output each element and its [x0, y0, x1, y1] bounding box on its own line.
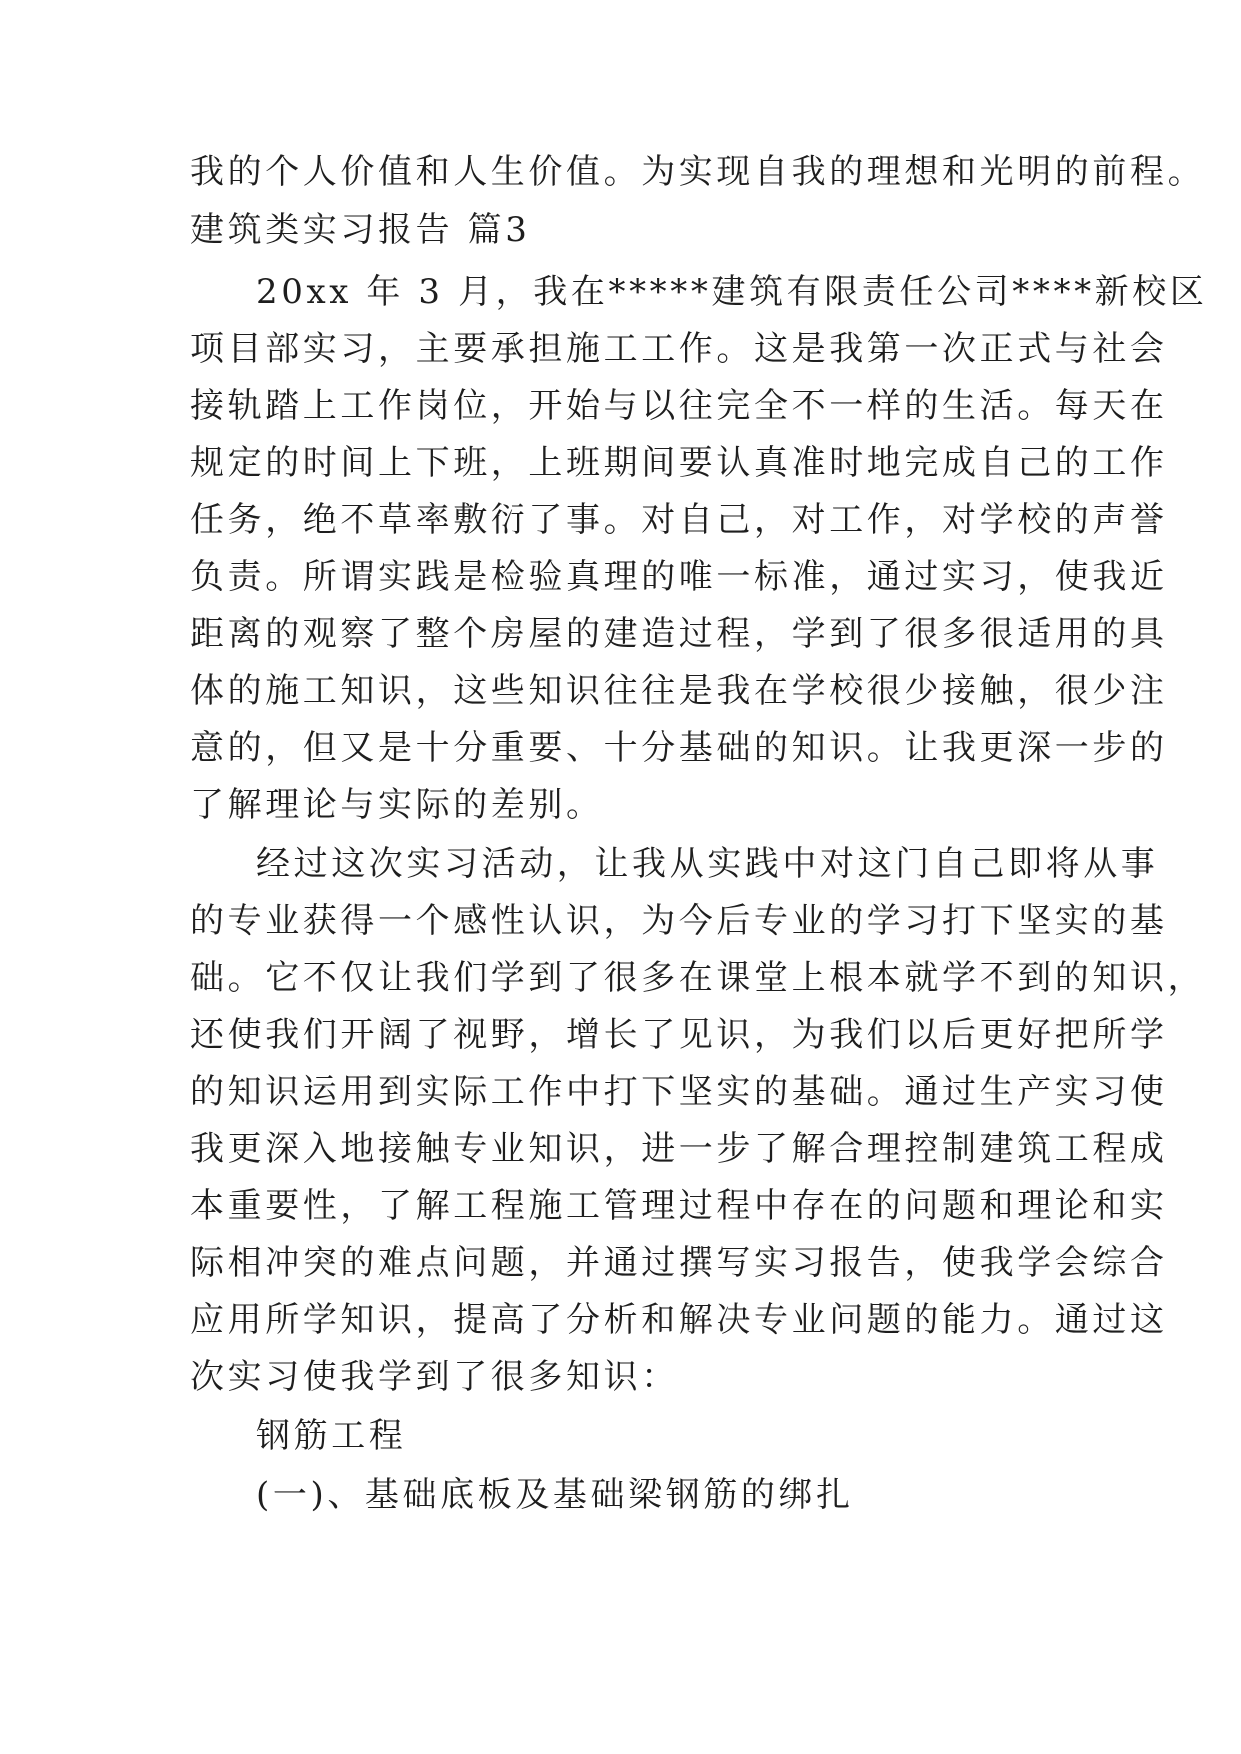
text-line: 接轨踏上工作岗位，开始与以往完全不一样的生活。每天在 — [190, 386, 1168, 426]
text-line: 还使我们开阔了视野，增长了见识，为我们以后更好把所学 — [190, 1015, 1168, 1055]
text-line: 我更深入地接触专业知识，进一步了解合理控制建筑工程成 — [190, 1129, 1168, 1169]
text-line: 任务，绝不草率敷衍了事。对自己，对工作，对学校的声誉 — [190, 500, 1168, 540]
text-line: 础。它不仅让我们学到了很多在课堂上根本就学不到的知识， — [190, 958, 1206, 998]
text-line: 我的个人价值和人生价值。为实现自我的理想和光明的前程。 — [190, 152, 1206, 192]
text-line: 本重要性，了解工程施工管理过程中存在的问题和理论和实 — [190, 1186, 1168, 1226]
text-line: 20xx 年 3 月，我在*****建筑有限责任公司****新校区 — [256, 272, 1208, 312]
text-line: 的专业获得一个感性认识，为今后专业的学习打下坚实的基 — [190, 901, 1168, 941]
text-line: 际相冲突的难点问题，并通过撰写实习报告，使我学会综合 — [190, 1243, 1168, 1283]
text-line: 了解理论与实际的差别。 — [190, 785, 604, 825]
text-line: 距离的观察了整个房屋的建造过程，学到了很多很适用的具 — [190, 614, 1168, 654]
text-line: 体的施工知识，这些知识往往是我在学校很少接触，很少注 — [190, 671, 1168, 711]
text-line: 规定的时间上下班，上班期间要认真准时地完成自己的工作 — [190, 443, 1168, 483]
text-line: 次实习使我学到了很多知识： — [190, 1357, 679, 1397]
text-line: 经过这次实习活动，让我从实践中对这门自己即将从事 — [256, 844, 1159, 884]
text-line: 意的，但又是十分重要、十分基础的知识。让我更深一步的 — [190, 728, 1168, 768]
text-line: 负责。所谓实践是检验真理的唯一标准，通过实习，使我近 — [190, 557, 1168, 597]
text-line: 的知识运用到实际工作中打下坚实的基础。通过生产实习使 — [190, 1072, 1168, 1112]
text-line: 应用所学知识，提高了分析和解决专业问题的能力。通过这 — [190, 1300, 1168, 1340]
section-heading: 建筑类实习报告 篇3 — [190, 210, 531, 250]
subheading: (一)、基础底板及基础梁钢筋的绑扎 — [256, 1475, 854, 1515]
subheading: 钢筋工程 — [256, 1416, 407, 1456]
text-line: 项目部实习，主要承担施工工作。这是我第一次正式与社会 — [190, 329, 1168, 369]
